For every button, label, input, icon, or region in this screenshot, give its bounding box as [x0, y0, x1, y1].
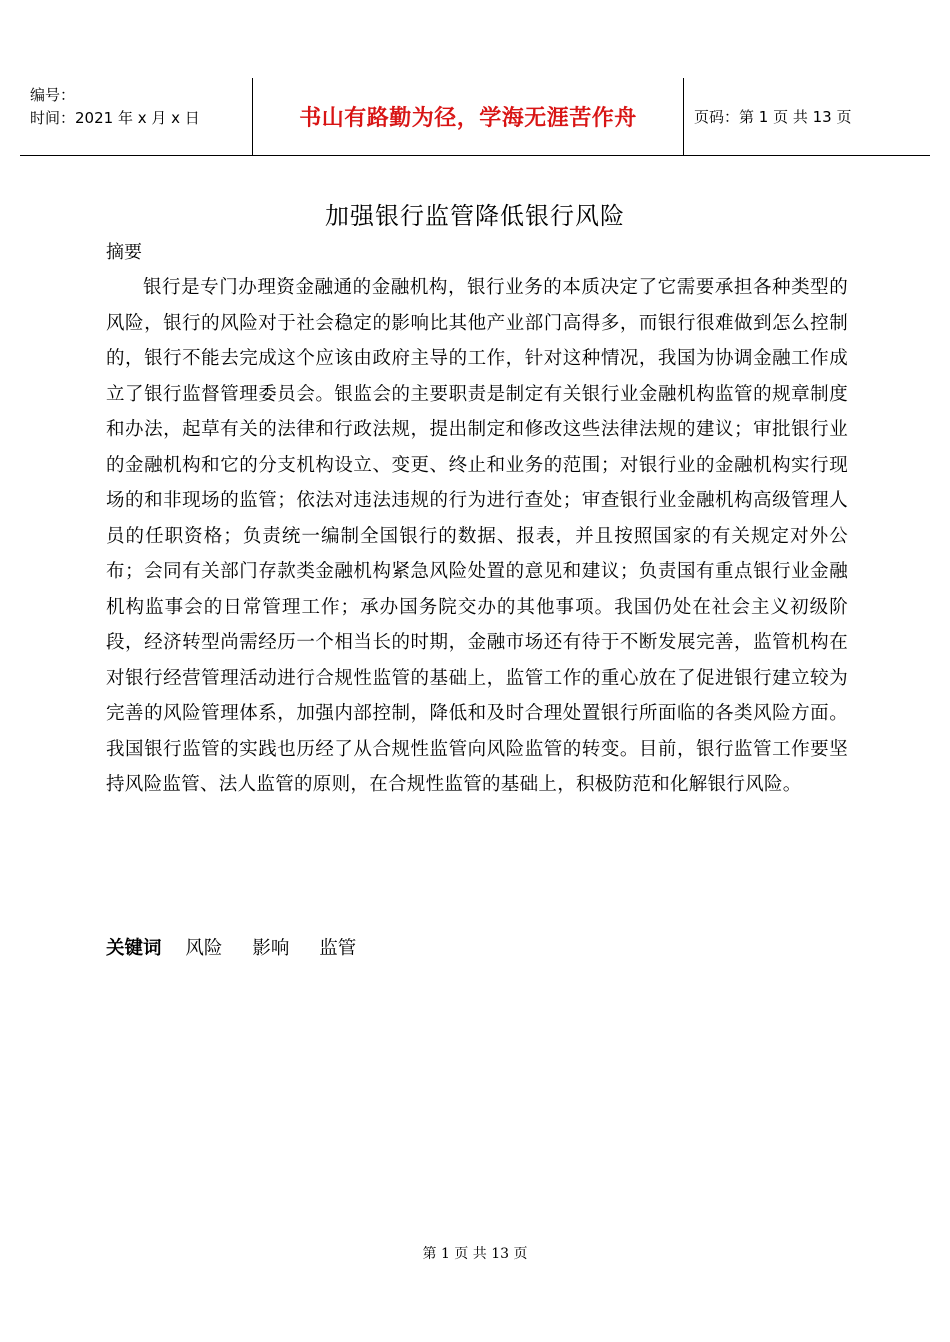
time-label: 时间：2021 年 x 月 x 日 [30, 109, 200, 127]
document-title: 加强银行监管降低银行风险 [325, 202, 625, 230]
document-header [20, 78, 930, 156]
number-label: 编号： [30, 86, 76, 104]
keyword: 监管 [319, 938, 357, 959]
keyword: 影响 [252, 938, 290, 959]
header-left-cell [20, 78, 252, 155]
abstract-heading: 摘要 [106, 242, 142, 263]
header-motto: 书山有路勤为径，学海无涯苦作舟 [252, 78, 684, 155]
abstract-body: 银行是专门办理资金融通的金融机构，银行业务的本质决定了它需要承担各种类型的风险，银行的风险对于社会稳定的影响比其他产业部门高得多，而银行很难做到怎么控制的，银行不能去完成这个应该由政府主导的工作，针对这种情况，我国为协调金融工作成立了银行监督管理委员会。银监会的主要职责是制定有关银行业金融机构监管的规章制度和办法，起草有关的法律和行政法规，提出制定和修改这些法律法规的建议；审批银行业的金融机构和它的分支机构设立、变更、终止和业务的范围；对银行业的金融机构实行现场的和非现场的监管；依法对违法违规的行为进行查处；审查银行业金融机构高级管理人员的任职资格；负责统一编制全国银行的数据、报表，并且按照国家的有关规定对外公布；会同有关部门存款类金融机构紧急风险处置的意见和建议；负责国有重点银行业金融机构监事会的日常管理工作；承办国务院交办的其他事项。我国仍处在社会主义初级阶段，经济转型尚需经历一个相当长的时期，金融市场还有待于不断发展完善，监管机构在对银行经营管理活动进行合规性监管的基础上，监管工作的重心放在了促进银行建立较为完善的风险管理体系，加强内部控制，降低和及时合理处置银行所面临的各类风险方面。我国银行监管的实践也历经了从合规性监管向风险监管的转变。目前，银行监管工作要坚持风险监管、法人监管的原则，在合规性监管的基础上，积极防范和化解银行风险。 [106, 277, 848, 795]
keywords-label: 关键词 [106, 938, 162, 959]
header-page-code: 页码：第 1 页 共 13 页 [694, 108, 852, 126]
page-footer: 第 1 页 共 13 页 [422, 1246, 528, 1262]
keywords-line [106, 934, 380, 960]
keyword: 风险 [185, 938, 223, 959]
